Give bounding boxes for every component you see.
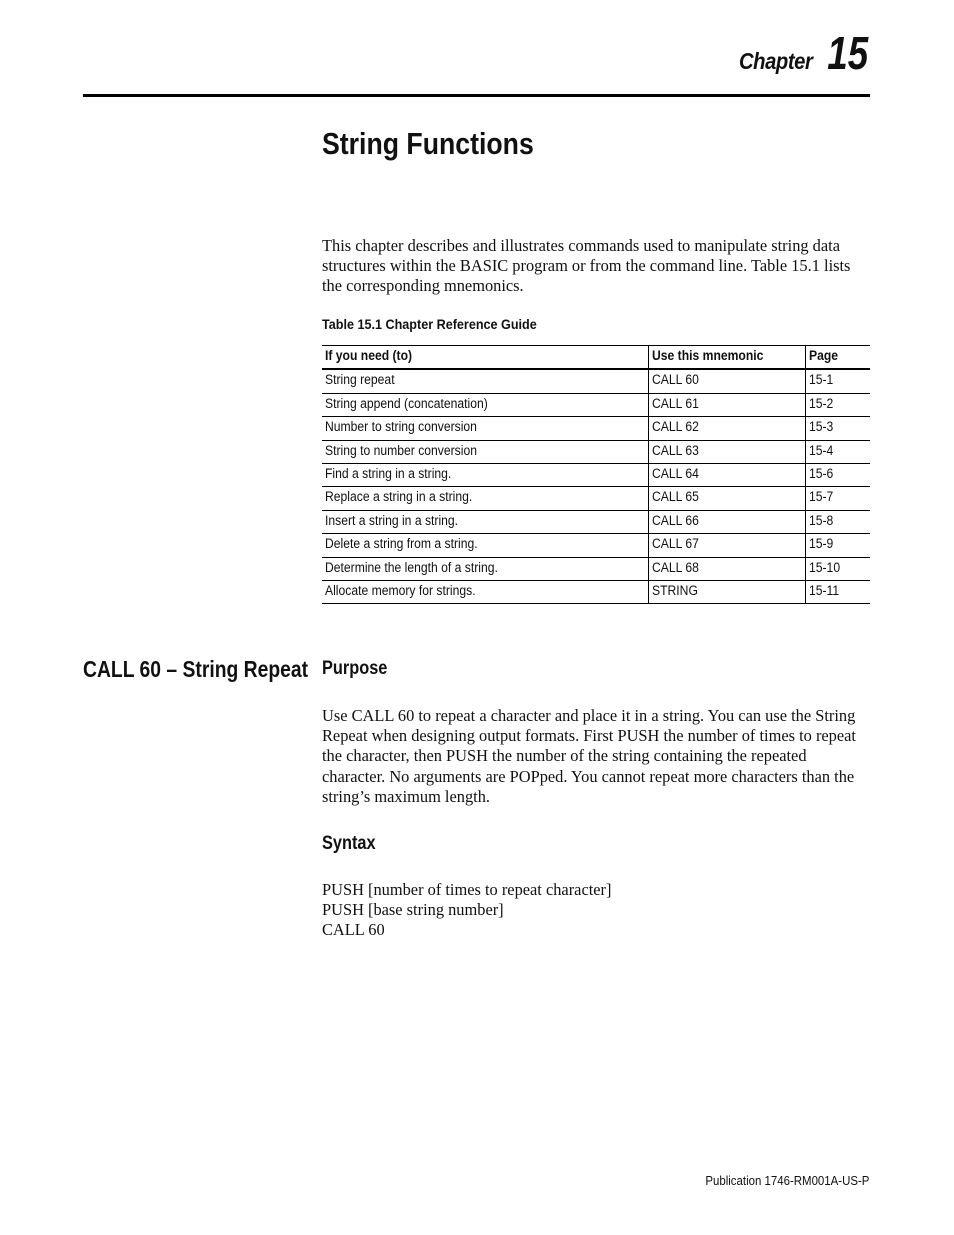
reference-table: [322, 345, 870, 604]
table-row: [322, 369, 870, 393]
purpose-paragraph: Use CALL 60 to repeat a character and place it in a string. You can use the String Repeat when designing output formats. First PUSH the number of times to repeat the character, then PUSH the number of the string containing the repeated character. No arguments are POPped. You cannot repeat more characters than the string’s maximum length.: [322, 706, 856, 806]
cell-page: 15-11: [806, 580, 871, 603]
cell-need: Insert a string in a string.: [322, 510, 649, 533]
cell-need: String repeat: [322, 369, 649, 393]
syntax-line: PUSH [base string number]: [322, 900, 504, 920]
intro-paragraph: This chapter describes and illustrates commands used to manipulate string data structures within the BASIC program or from the command line. Table 15.1 lists the corresponding mnemonics.: [322, 236, 851, 295]
chapter-number: 15: [827, 27, 868, 79]
cell-page: 15-9: [806, 534, 871, 557]
cell-need: Determine the length of a string.: [322, 557, 649, 580]
cell-page: 15-10: [806, 557, 871, 580]
cell-page: 15-3: [806, 417, 871, 440]
chapter-label: Chapter: [739, 48, 813, 74]
table-row: [322, 487, 870, 510]
table-row: [322, 557, 870, 580]
table-row: [322, 534, 870, 557]
publication-footer: Publication 1746-RM001A-US-P: [704, 1173, 869, 1188]
purpose-heading: Purpose: [322, 658, 388, 679]
syntax-heading: Syntax: [322, 833, 376, 854]
cell-page: 15-6: [806, 463, 871, 486]
syntax-line: CALL 60: [322, 920, 385, 940]
cell-page: 15-4: [806, 440, 871, 463]
cell-need: Find a string in a string.: [322, 463, 649, 486]
cell-page: 15-1: [806, 369, 871, 393]
syntax-line: PUSH [number of times to repeat character]: [322, 880, 612, 899]
cell-mnemonic: STRING: [649, 580, 806, 603]
header-rule: [83, 94, 870, 97]
table-row: [322, 417, 870, 440]
cell-mnemonic: CALL 66: [649, 510, 806, 533]
table-row: [322, 510, 870, 533]
cell-mnemonic: CALL 61: [649, 393, 806, 416]
chapter-header: [729, 27, 868, 79]
cell-mnemonic: CALL 62: [649, 417, 806, 440]
cell-need: Delete a string from a string.: [322, 534, 649, 557]
cell-mnemonic: CALL 65: [649, 487, 806, 510]
table-row: [322, 463, 870, 486]
table-header-row: [322, 346, 870, 370]
column-header-mnemonic: Use this mnemonic: [649, 346, 806, 370]
table-row: [322, 393, 870, 416]
cell-mnemonic: CALL 68: [649, 557, 806, 580]
table-row: [322, 580, 870, 603]
column-header-page: Page: [806, 346, 871, 370]
cell-mnemonic: CALL 64: [649, 463, 806, 486]
table-row: [322, 440, 870, 463]
cell-mnemonic: CALL 63: [649, 440, 806, 463]
cell-need: Replace a string in a string.: [322, 487, 649, 510]
column-header-need: If you need (to): [322, 346, 649, 370]
cell-page: 15-8: [806, 510, 871, 533]
syntax-block: [322, 880, 872, 941]
cell-need: String append (concatenation): [322, 393, 649, 416]
cell-mnemonic: CALL 60: [649, 369, 806, 393]
page-title: String Functions: [322, 126, 534, 161]
section-heading: CALL 60 – String Repeat: [83, 656, 309, 682]
cell-need: Number to string conversion: [322, 417, 649, 440]
cell-mnemonic: CALL 67: [649, 534, 806, 557]
cell-page: 15-7: [806, 487, 871, 510]
table-caption: Table 15.1 Chapter Reference Guide: [322, 316, 537, 332]
cell-need: Allocate memory for strings.: [322, 580, 649, 603]
cell-page: 15-2: [806, 393, 871, 416]
cell-need: String to number conversion: [322, 440, 649, 463]
